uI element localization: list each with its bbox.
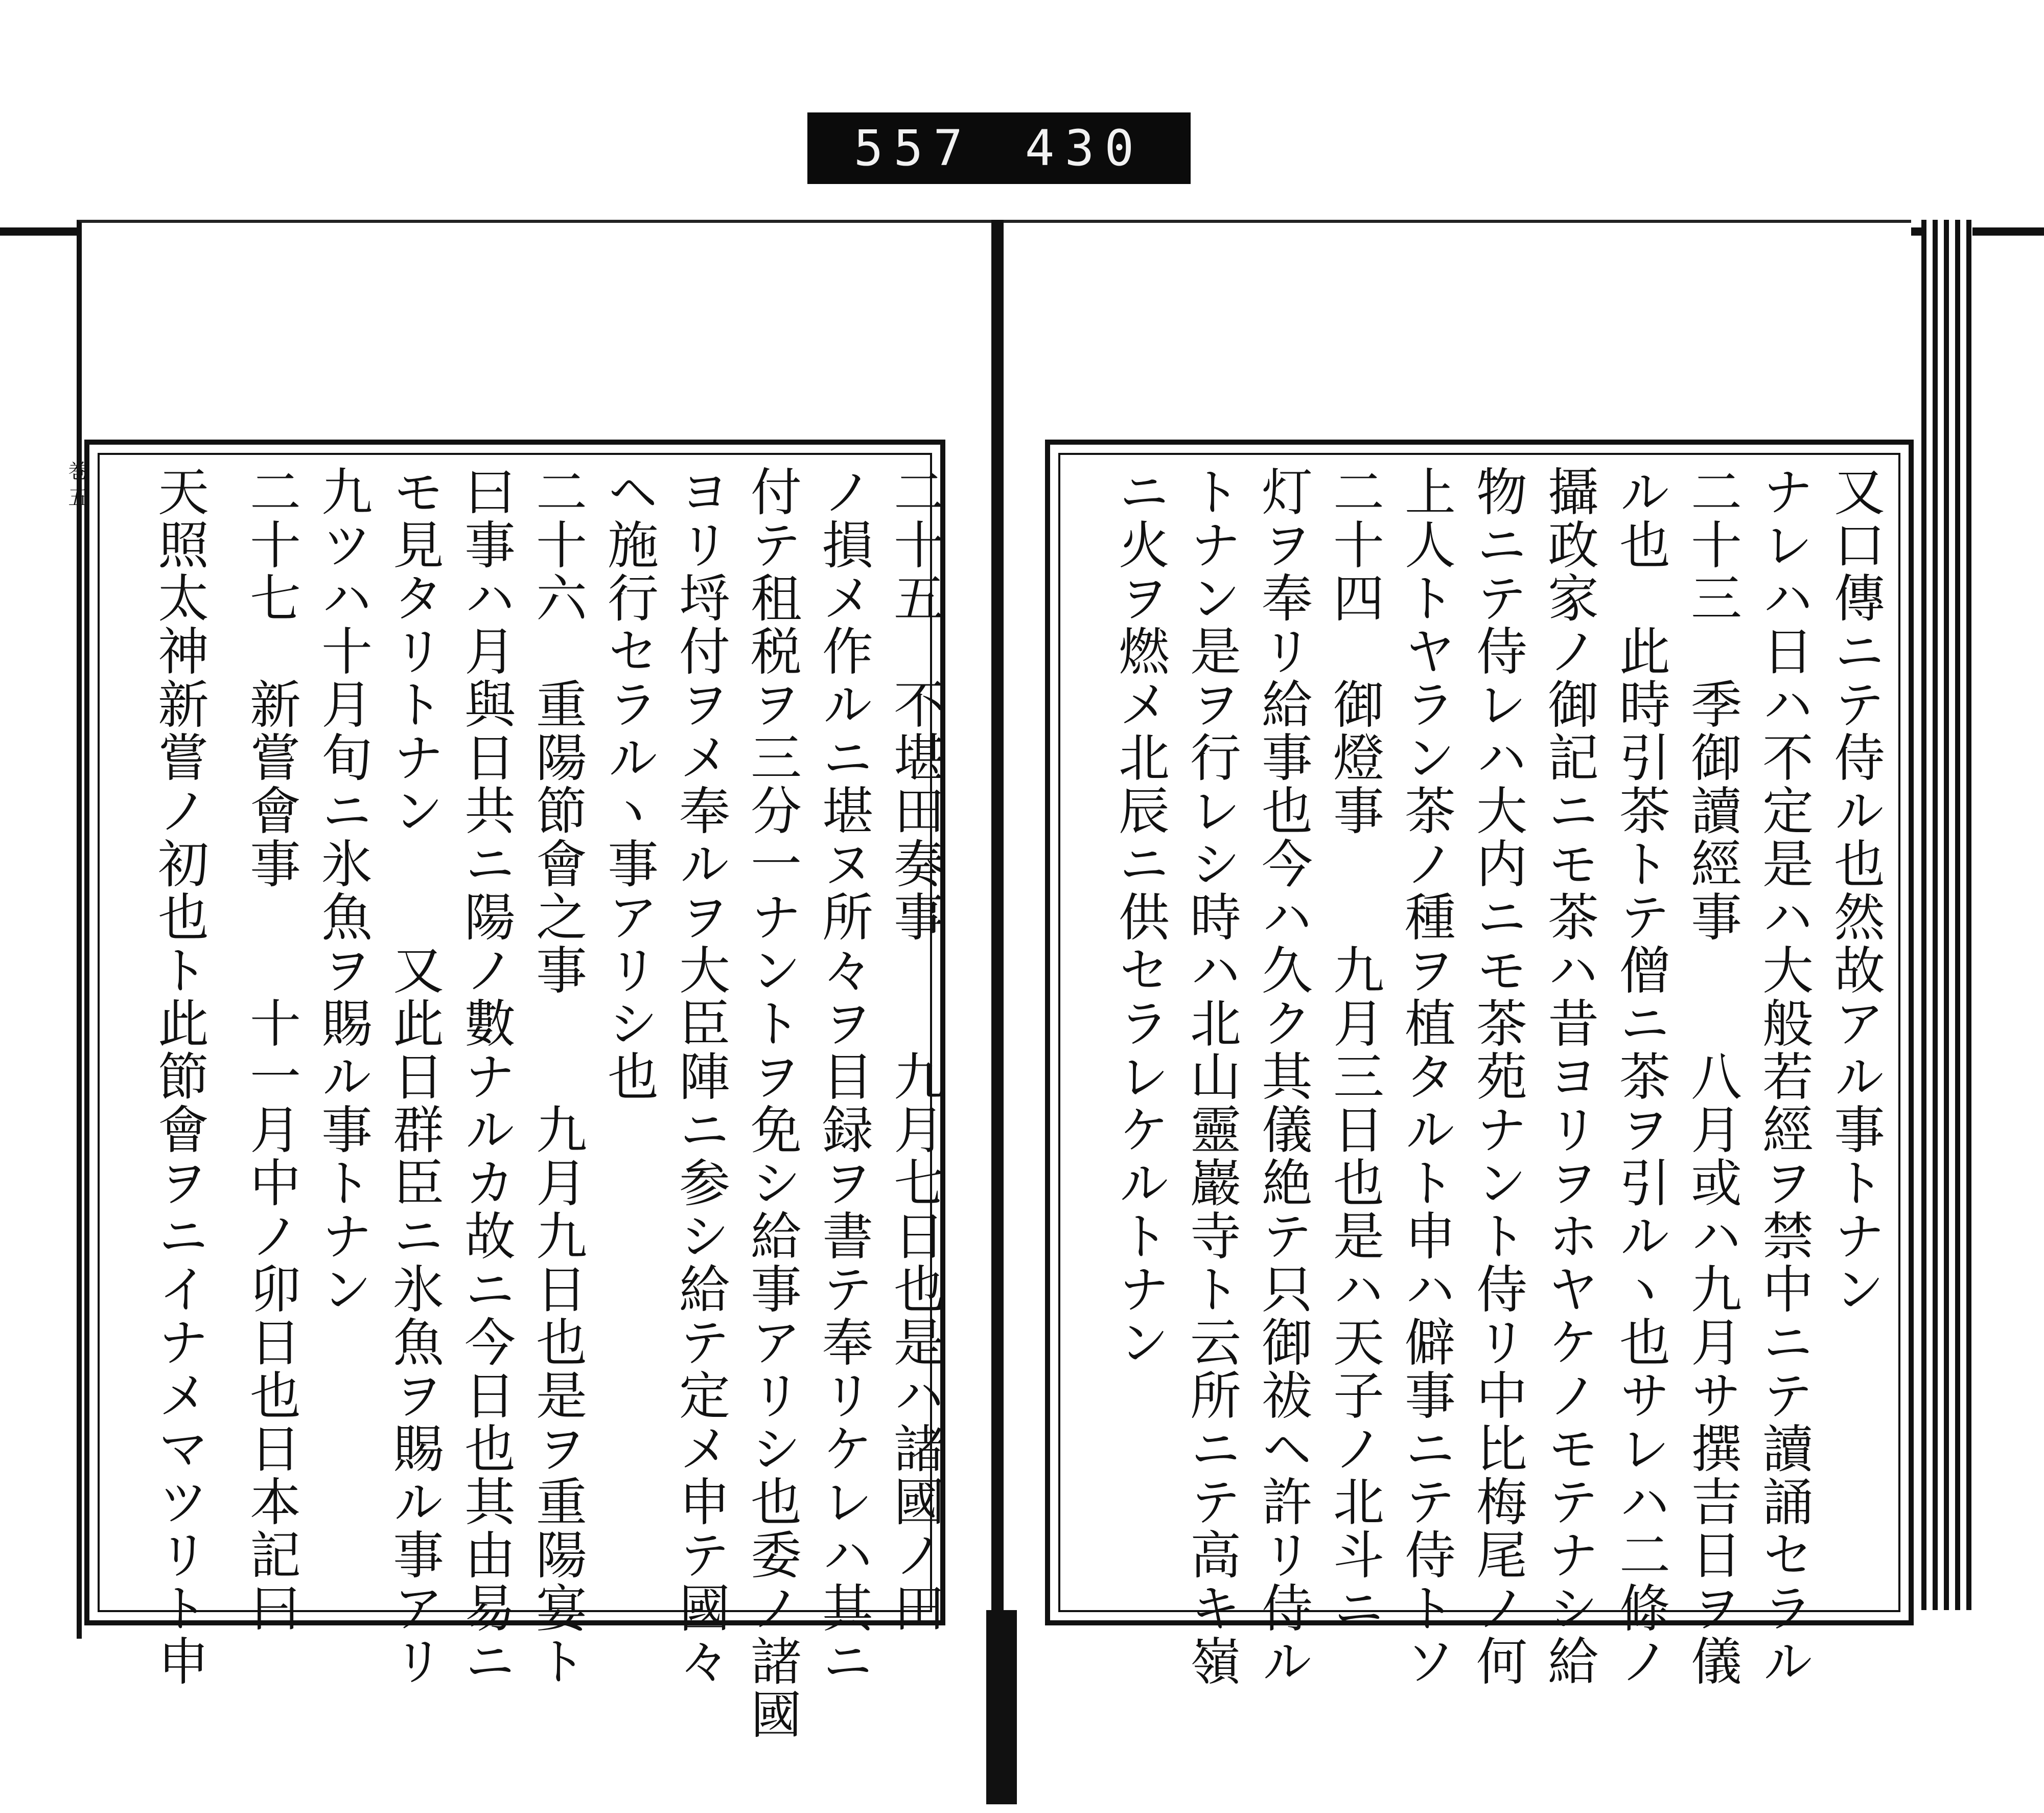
text-column: 二十四 御燈事 九月三日也是ハ天子ノ北斗ニ	[1325, 465, 1384, 1635]
text-column: ナレハ日ハ不定是ハ大般若經ヲ禁中ニテ讀誦セラル	[1754, 465, 1814, 1688]
text-column: ル也 此時引茶トテ僧ニ茶ヲ引ルヽ也サレハ二條ノ	[1611, 465, 1670, 1688]
text-column: ノ損メ作ルニ堪ヌ所々ヲ目録ヲ書テ奉リケレハ其ニ	[814, 465, 873, 1688]
text-column: ニ火ヲ燃メ北辰ニ供セラレケルトナン	[1110, 465, 1170, 1369]
text-column: 灯ヲ奉リ給事也今ハ久ク其儀絶テ只御祓ヘ許リ侍ル	[1253, 465, 1313, 1688]
text-column: 天照太神新嘗ノ初也ト此節會ヲニイナメマツリト申	[149, 465, 209, 1688]
text-column: 二十五 不堪田奏事 九月七日也是ハ諸國ノ田	[885, 465, 945, 1635]
text-column: 曰事ハ月與日共ニ陽ノ數ナルカ故ニ今日也其由易ニ	[456, 465, 516, 1688]
catalog-number-right: 430	[1025, 120, 1145, 177]
text-column: 攝政家ノ御記ニモ茶ハ昔ヨリヲホヤケノモテナシ給	[1539, 465, 1599, 1688]
spine-clip	[986, 1610, 1017, 1804]
text-column: 二十三 季御讀經事 八月或ハ九月サ撰吉日ヲ儀	[1682, 465, 1742, 1688]
text-column: ヘ施行セラルヽ事アリシ也	[599, 465, 659, 1103]
text-column: 上人トヤラン茶ノ種ヲ植タルト申ハ僻事ニテ侍トソ	[1396, 465, 1456, 1688]
text-column: 九ツハ十月旬ニ氷魚ヲ賜ル事トナン	[313, 465, 373, 1316]
text-column: トナン是ヲ行レシ時ハ北山靈巖寺ト云所ニテ高キ嶺	[1181, 465, 1241, 1688]
book-spine	[991, 220, 1004, 1610]
text-column: 二十七 新嘗會事 十一月中ノ卯日也日本記曰	[241, 465, 301, 1635]
text-column: 物ニテ侍レハ大内ニモ茶苑ナント侍リ中比梅尾ノ何	[1468, 465, 1527, 1688]
text-column: ヨリ埒付ヲメ奉ルヲ大臣陣ニ参シ給テ定メ申テ國々	[670, 465, 730, 1688]
margin-text: 巻五	[65, 460, 88, 513]
catalog-number-left: 557	[853, 120, 973, 177]
text-column: 二十六 重陽節會之事 九月九日也是ヲ重陽宴ト	[527, 465, 587, 1688]
text-column: モ見タリトナン 又此日群臣ニ氷魚ヲ賜ル事アリ	[384, 465, 444, 1688]
text-column: 又口傳ニテ侍ル也然故アル事トナン	[1825, 465, 1885, 1316]
page-edges	[1921, 220, 1972, 1610]
text-column: 付テ租税ヲ三分一ナントヲ免シ給事アリシ也委ノ諸國	[742, 465, 802, 1741]
catalog-label	[807, 112, 1191, 184]
